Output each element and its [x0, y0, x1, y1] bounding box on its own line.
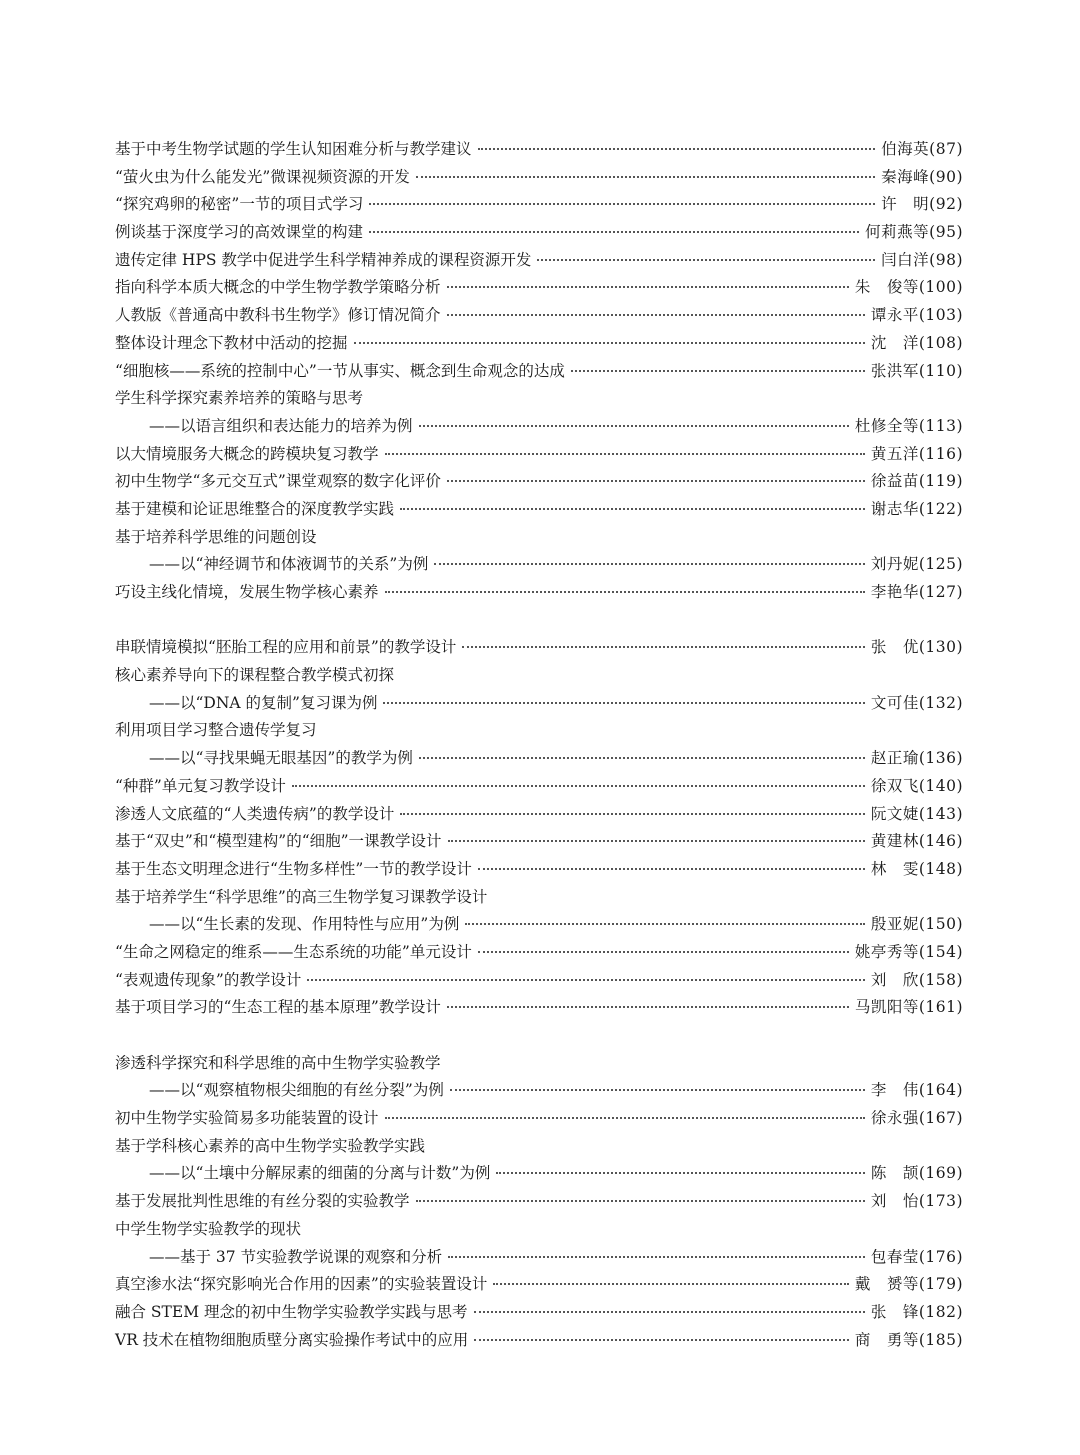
- entry-author-page: 何莉燕等(95): [865, 223, 963, 242]
- entry-author-page: 刘丹妮(125): [870, 555, 963, 574]
- toc-entry[interactable]: [115, 1050, 963, 1078]
- dot-leader: [292, 784, 865, 787]
- dot-leader: [447, 479, 865, 482]
- entry-title: 初中生物学“多元交互式”课堂观察的数字化评价: [115, 472, 441, 491]
- toc-entry[interactable]: [115, 164, 963, 192]
- toc-entry[interactable]: [115, 302, 963, 330]
- toc-subtitle-entry[interactable]: [115, 911, 963, 939]
- toc-entry[interactable]: [115, 1327, 963, 1355]
- toc-entry[interactable]: [115, 468, 963, 496]
- entry-author-page: 陈 颉(169): [870, 1164, 963, 1183]
- entry-subtitle: ——以语言组织和表达能力的培养为例: [149, 416, 413, 435]
- toc-entry[interactable]: [115, 330, 963, 358]
- entry-author-page: 姚亭秀等(154): [854, 942, 963, 961]
- dot-leader: [385, 590, 865, 593]
- entry-subtitle: ——以“寻找果蝇无眼基因”的教学为例: [149, 749, 413, 768]
- toc-entry[interactable]: [115, 801, 963, 829]
- toc-entry[interactable]: [115, 274, 963, 302]
- toc-entry[interactable]: [115, 247, 963, 275]
- entry-title: “生命之网稳定的维系——生态系统的功能”单元设计: [115, 942, 472, 961]
- toc-subtitle-entry[interactable]: [115, 1244, 963, 1272]
- dot-leader: [385, 1116, 865, 1119]
- dot-leader: [416, 1199, 865, 1202]
- entry-author-page: 谢志华(122): [870, 499, 963, 518]
- entry-title: 遗传定律 HPS 教学中促进学生科学精神养成的课程资源开发: [115, 250, 532, 269]
- toc-entry[interactable]: [115, 358, 963, 386]
- entry-title: “种群”单元复习教学设计: [115, 776, 286, 795]
- entry-title: 基于培养科学思维的问题创设: [115, 527, 317, 546]
- entry-author-page: 林 雯(148): [870, 859, 963, 878]
- entry-author-page: 张 优(130): [870, 638, 963, 657]
- entry-author-page: 殷亚妮(150): [870, 915, 963, 934]
- toc-entry[interactable]: [115, 856, 963, 884]
- dot-leader: [447, 285, 849, 288]
- entry-title: VR 技术在植物细胞质壁分离实验操作考试中的应用: [115, 1330, 469, 1349]
- entry-title: “表观遗传现象”的教学设计: [115, 970, 302, 989]
- entry-author-page: 黄建林(146): [870, 832, 963, 851]
- toc-entry[interactable]: [115, 1105, 963, 1133]
- entry-title: 利用项目学习整合遗传学复习: [115, 721, 317, 740]
- toc-entry[interactable]: [115, 579, 963, 607]
- dot-leader: [419, 424, 849, 427]
- entry-author-page: 阮文婕(143): [870, 804, 963, 823]
- toc-entry[interactable]: [115, 1188, 963, 1216]
- toc-entry[interactable]: [115, 662, 963, 690]
- dot-leader: [369, 202, 875, 205]
- toc-entry[interactable]: [115, 884, 963, 912]
- toc-entry[interactable]: [115, 219, 963, 247]
- entry-author-page: 伯海英(87): [881, 140, 963, 158]
- entry-title: 初中生物学实验简易多功能装置的设计: [115, 1109, 379, 1128]
- toc-entry[interactable]: [115, 136, 963, 164]
- entry-author-page: 徐益苗(119): [870, 472, 963, 491]
- entry-title: 基于生态文明理念进行“生物多样性”一节的教学设计: [115, 859, 472, 878]
- dot-leader: [448, 839, 865, 842]
- entry-author-page: 秦海峰(90): [881, 167, 963, 186]
- toc-entry[interactable]: [115, 496, 963, 524]
- dot-leader: [478, 950, 849, 953]
- entry-author-page: 朱 俊等(100): [854, 278, 963, 297]
- dot-leader: [369, 230, 859, 233]
- entry-title: 指向科学本质大概念的中学生物学教学策略分析: [115, 278, 441, 297]
- toc-entry[interactable]: [115, 828, 963, 856]
- entry-author-page: 李艳华(127): [870, 583, 963, 601]
- section-gap: [115, 1022, 963, 1050]
- toc-subtitle-entry[interactable]: [115, 1160, 963, 1188]
- toc-entry[interactable]: [115, 524, 963, 552]
- dot-leader: [478, 867, 865, 870]
- entry-title: 以大情境服务大概念的跨模块复习教学: [115, 444, 379, 463]
- toc-entry[interactable]: [115, 967, 963, 995]
- entry-author-page: 包春莹(176): [870, 1247, 963, 1266]
- entry-title: 基于“双史”和“模型建构”的“细胞”一课教学设计: [115, 832, 442, 851]
- toc-entry[interactable]: [115, 634, 963, 662]
- entry-title: 渗透人文底蕴的“人类遗传病”的教学设计: [115, 804, 395, 823]
- toc-entry[interactable]: [115, 1216, 963, 1244]
- dot-leader: [493, 1282, 848, 1285]
- toc-subtitle-entry[interactable]: [115, 413, 963, 441]
- dot-leader: [474, 1338, 849, 1341]
- toc-entry[interactable]: [115, 994, 963, 1022]
- table-of-contents: [115, 136, 963, 1354]
- entry-title: 真空渗水法“探究影响光合作用的因素”的实验装置设计: [115, 1275, 488, 1294]
- dot-leader: [478, 147, 876, 150]
- toc-section: [115, 634, 963, 1022]
- toc-subtitle-entry[interactable]: [115, 551, 963, 579]
- dot-leader: [416, 175, 875, 178]
- entry-title: “探究鸡卵的秘密”一节的项目式学习: [115, 195, 364, 214]
- entry-author-page: 徐双飞(140): [870, 776, 963, 795]
- dot-leader: [307, 978, 864, 981]
- entry-subtitle: ——以“土壤中分解尿素的细菌的分离与计数”为例: [149, 1164, 491, 1183]
- entry-author-page: 张 锋(182): [870, 1302, 963, 1321]
- entry-subtitle: ——以“观察植物根尖细胞的有丝分裂”为例: [149, 1081, 444, 1100]
- entry-author-page: 李 伟(164): [870, 1081, 963, 1100]
- entry-author-page: 杜修全等(113): [854, 416, 963, 435]
- entry-author-page: 文可佳(132): [870, 693, 963, 712]
- toc-entry[interactable]: [115, 441, 963, 469]
- entry-title: 基于培养学生“科学思维”的高三生物学复习课教学设计: [115, 887, 488, 906]
- entry-author-page: 戴 赟等(179): [854, 1275, 963, 1294]
- toc-entry[interactable]: [115, 385, 963, 413]
- dot-leader: [450, 1088, 865, 1091]
- dot-leader: [419, 756, 865, 759]
- entry-title: 基于中考生物学试题的学生认知困难分析与教学建议: [115, 140, 472, 158]
- entry-author-page: 沈 洋(108): [870, 333, 963, 352]
- dot-leader: [447, 313, 865, 316]
- entry-author-page: 徐永强(167): [870, 1109, 963, 1128]
- dot-leader: [465, 922, 864, 925]
- entry-title: 基于项目学习的“生态工程的基本原理”教学设计: [115, 998, 441, 1017]
- entry-title: 核心素养导向下的课程整合教学模式初探: [115, 666, 395, 685]
- toc-entry[interactable]: [115, 1133, 963, 1161]
- dot-leader: [447, 1005, 849, 1008]
- entry-title: 例谈基于深度学习的高效课堂的构建: [115, 223, 364, 242]
- dot-leader: [354, 341, 865, 344]
- toc-subtitle-entry[interactable]: [115, 690, 963, 718]
- toc-entry[interactable]: [115, 1299, 963, 1327]
- entry-subtitle: ——基于 37 节实验教学说课的观察和分析: [149, 1247, 443, 1266]
- toc-subtitle-entry[interactable]: [115, 745, 963, 773]
- entry-author-page: 许 明(92): [881, 195, 963, 214]
- entry-title: 串联情境模拟“胚胎工程的应用和前景”的教学设计: [115, 638, 457, 657]
- entry-title: 基于建模和论证思维整合的深度教学实践: [115, 499, 395, 518]
- entry-title: 学生科学探究素养培养的策略与思考: [115, 389, 364, 408]
- entry-subtitle: ——以“神经调节和体液调节的关系”为例: [149, 555, 429, 574]
- entry-title: 渗透科学探究和科学思维的高中生物学实验教学: [115, 1053, 441, 1072]
- entry-subtitle: ——以“DNA 的复制”复习课为例: [149, 693, 378, 712]
- entry-author-page: 黄五洋(116): [870, 444, 963, 463]
- entry-title: 基于发展批判性思维的有丝分裂的实验教学: [115, 1192, 410, 1211]
- toc-subtitle-entry[interactable]: [115, 1077, 963, 1105]
- dot-leader: [434, 562, 864, 565]
- dot-leader: [400, 812, 864, 815]
- section-gap: [115, 607, 963, 635]
- dot-leader: [496, 1171, 864, 1174]
- entry-author-page: 谭永平(103): [870, 306, 963, 325]
- entry-author-page: 张洪军(110): [870, 361, 963, 380]
- entry-title: 巧设主线化情境，发展生物学核心素养: [115, 583, 379, 601]
- dot-leader: [462, 645, 864, 648]
- toc-entry[interactable]: [115, 773, 963, 801]
- toc-entry[interactable]: [115, 717, 963, 745]
- entry-author-page: 赵正瑜(136): [870, 749, 963, 768]
- entry-author-page: 闫白洋(98): [881, 250, 963, 269]
- entry-title: 整体设计理念下教材中活动的挖掘: [115, 333, 348, 352]
- dot-leader: [385, 452, 865, 455]
- dot-leader: [383, 701, 864, 704]
- toc-entry[interactable]: [115, 939, 963, 967]
- entry-author-page: 马凯阳等(161): [854, 998, 963, 1017]
- entry-title: 基于学科核心素养的高中生物学实验教学实践: [115, 1136, 426, 1155]
- entry-title: 融合 STEM 理念的初中生物学实验教学实践与思考: [115, 1302, 468, 1321]
- entry-title: “萤火虫为什么能发光”微课视频资源的开发: [115, 167, 410, 186]
- toc-entry[interactable]: [115, 1271, 963, 1299]
- toc-section: [115, 1050, 963, 1355]
- entry-subtitle: ——以“生长素的发现、作用特性与应用”为例: [149, 915, 460, 934]
- toc-entry[interactable]: [115, 191, 963, 219]
- entry-title: 中学生物学实验教学的现状: [115, 1219, 302, 1238]
- dot-leader: [537, 258, 875, 261]
- entry-title: 人教版《普通高中教科书生物学》修订情况简介: [115, 306, 441, 325]
- dot-leader: [571, 369, 865, 372]
- toc-section: [115, 136, 963, 607]
- entry-author-page: 商 勇等(185): [854, 1330, 963, 1349]
- entry-author-page: 刘 欣(158): [870, 970, 963, 989]
- dot-leader: [474, 1310, 865, 1313]
- entry-title: “细胞核——系统的控制中心”一节从事实、概念到生命观念的达成: [115, 361, 565, 380]
- dot-leader: [400, 507, 865, 510]
- dot-leader: [448, 1255, 865, 1258]
- entry-author-page: 刘 怡(173): [870, 1192, 963, 1211]
